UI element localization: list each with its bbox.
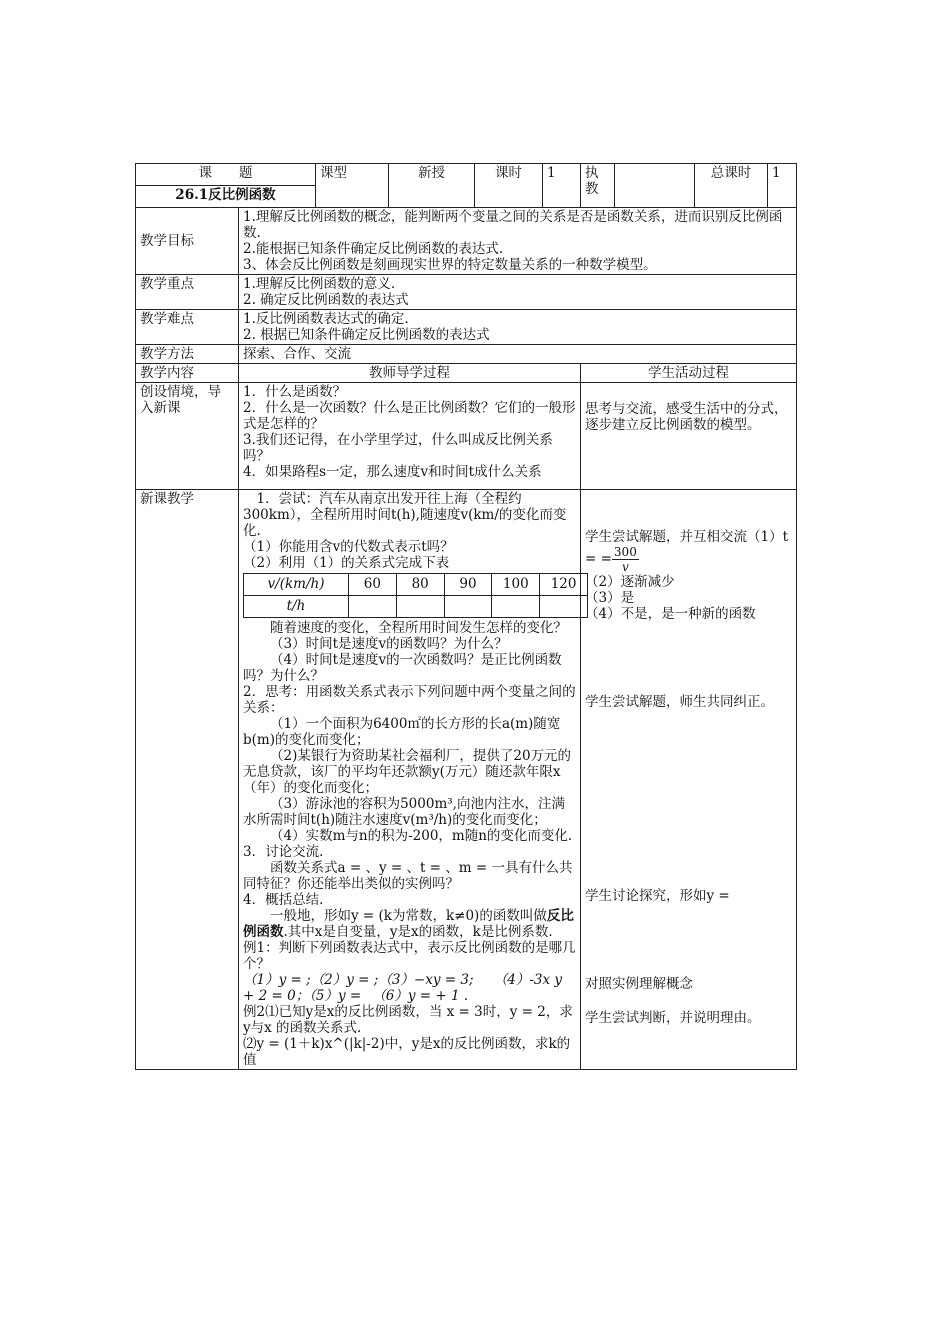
summary-body: 一般地，形如y = (k为常数，k≠0)的函数叫做反比例函数.其中x是自变量，y是x的函数，k是比例系数. [243,908,574,940]
lesson-plan-table [135,163,797,1070]
time-cell [396,596,444,618]
key-points-label: 教学重点 [136,275,239,310]
goals-label: 教学目标 [136,208,239,275]
difficulty-line: 1.反比例函数表达式的确定. [243,311,409,327]
goals-row [136,208,797,275]
think-item-2: （2)某银行为资助某社会福利厂，提供了20万元的无息贷款，该厂的平均年还款额y(万元）随还款年限x（年）的变化而变化； [243,748,572,796]
methods-label: 教学方法 [136,345,239,364]
goals-content [239,208,797,275]
content-header-row [136,364,797,383]
header-row [136,164,797,186]
speed-row-label: v/(km/h) [244,574,349,596]
type-label: 课型 [316,164,389,208]
student-note-6: 学生讨论探究，形如y = [585,888,730,904]
intro-line: 2．什么是一次函数？什么是正比例函数？它们的一般形式是怎样的？ [243,400,576,432]
definition-term: 反比例函数 [243,908,574,940]
student-note-3: （3）是 [585,590,635,606]
speed-cell: 80 [396,574,444,596]
question-3: （3）时间t是速度v的函数吗？为什么？ [270,636,508,652]
difficulties-label: 教学难点 [136,310,239,345]
think-item-1: （1）一个面积为6400㎡的长方形的长a(m)随宽b(m)的变化而变化； [243,716,561,748]
intro-line: 3.我们还记得，在小学里学过，什么叫成反比例关系吗？ [243,432,553,464]
methods-row [136,345,797,364]
question-4: （4）时间t是速度v的一次函数吗？是正比例函数吗？为什么？ [243,652,562,684]
topic-value: 26.1反比例函数 [136,186,316,208]
period-value: 1 [543,164,581,208]
student-note-4: （4）不是，是一种新的函数 [585,606,756,622]
student-note-8: 学生尝试判断，并说明理由。 [585,1010,761,1026]
lesson-row [136,490,797,1070]
speed-cell: 90 [444,574,492,596]
student-note-2: （2）逐渐减少 [585,574,675,590]
methods-value: 探索、合作、交流 [239,345,797,364]
student-note-1: 学生尝试解题，并互相交流（1）t = = $\frac{300}{v}$ [585,529,789,574]
fraction-300-over-v: $\frac{300}{v}$ [613,545,637,574]
example-1-items: （1）y = ;（2）y = ;（3）−xy = 3; （4）-3x y + 2 = 0；（5）y = （6）y = + 1 . [243,972,563,1004]
key-points-content [239,275,797,310]
intro-student-content: 思考与交流，感受生活中的分式，逐步建立反比例函数的模型。 [581,383,797,490]
lesson-plan-document [135,163,796,1070]
key-point-line: 2. 确定反比例函数的表达式 [243,292,409,308]
question-1: （1）你能用含v的代数式表示t吗？ [243,539,454,555]
question-change: 随着速度的变化，全程所用时间发生怎样的变化？ [270,620,567,636]
total-value: 1 [768,164,797,208]
time-cell [492,596,540,618]
time-cell [444,596,492,618]
intro-line: 4．如果路程s一定，那么速度v和时间t成什么关系 [243,464,542,480]
difficulties-content [239,310,797,345]
speed-time-table [243,573,588,618]
speed-cell: 60 [349,574,397,596]
content-label: 教学内容 [136,364,239,383]
discuss-heading: 3．讨论交流. [243,844,324,860]
goal-line: 1.理解反比例函数的概念，能判断两个变量之间的关系是否是函数关系，进而识别反比例函数. [243,209,783,241]
think-item-4: （4）实数m与n的积为-200，m随n的变化而变化. [270,828,573,844]
period-label: 课时 [475,164,543,208]
exec-value [615,164,695,208]
try-intro: 1．尝试：汽车从南京出发开往上海（全程约300km），全程所用时间t(h),随速度v(km/的变化而变化. [243,491,567,539]
student-column-header: 学生活动过程 [581,364,797,383]
question-2: （2）利用（1）的关系式完成下表 [243,555,450,571]
difficulty-line: 2. 根据已知条件确定反比例函数的表达式 [243,327,490,343]
speed-cell: 100 [492,574,540,596]
teacher-column-header: 教师导学过程 [239,364,581,383]
summary-heading: 4．概括总结. [243,892,324,908]
lesson-label: 新课教学 [136,490,239,1070]
speed-cell: 120 [540,574,588,596]
lesson-teacher-content [239,490,581,1070]
intro-row [136,383,797,490]
intro-line: 1．什么是函数？ [243,384,347,400]
discuss-body: 函数关系式a = 、y = 、t = 、m = 一具有什么共同特征？你还能举出类似的实例吗？ [243,860,573,892]
time-row-label: t/h [244,596,349,618]
type-value: 新授 [389,164,475,208]
time-cell [349,596,397,618]
think-heading: 2．思考：用函数关系式表示下列问题中两个变量之间的关系： [243,684,576,716]
lesson-student-content [581,490,797,1070]
total-label: 总课时 [695,164,768,208]
example-2: 例2⑴已知y是x的反比例函数，当 x = 3时，y = 2，求y与x 的函数关系式. [243,1004,573,1036]
key-point-line: 1.理解反比例函数的意义. [243,276,396,292]
intro-label: 创设情境，导入新课 [136,383,239,490]
think-item-3: （3）游泳池的容积为5000m³,向池内注水，注满水所需时间t(h)随注水速度v(m³/h)的变化而变化； [243,796,565,828]
intro-teacher-content [239,383,581,490]
goal-line: 2.能根据已知条件确定反比例函数的表达式. [243,241,504,257]
difficulties-row [136,310,797,345]
student-note-5: 学生尝试解题，师生共同纠正。 [585,694,774,710]
example-2b: ⑵y = (1＋k)x^(|k|-2)中，y是x的反比例函数，求k的值 [243,1036,571,1068]
goal-line: 3、体会反比例函数是刻画现实世界的特定数量关系的一种数学模型。 [243,257,657,273]
exec-label: 执教 [581,164,615,208]
key-points-row [136,275,797,310]
student-note-7: 对照实例理解概念 [585,976,693,992]
example-1: 例1：判断下列函数表达式中，表示反比例函数的是哪几个？ [243,940,576,972]
topic-label: 课 题 [136,164,316,186]
